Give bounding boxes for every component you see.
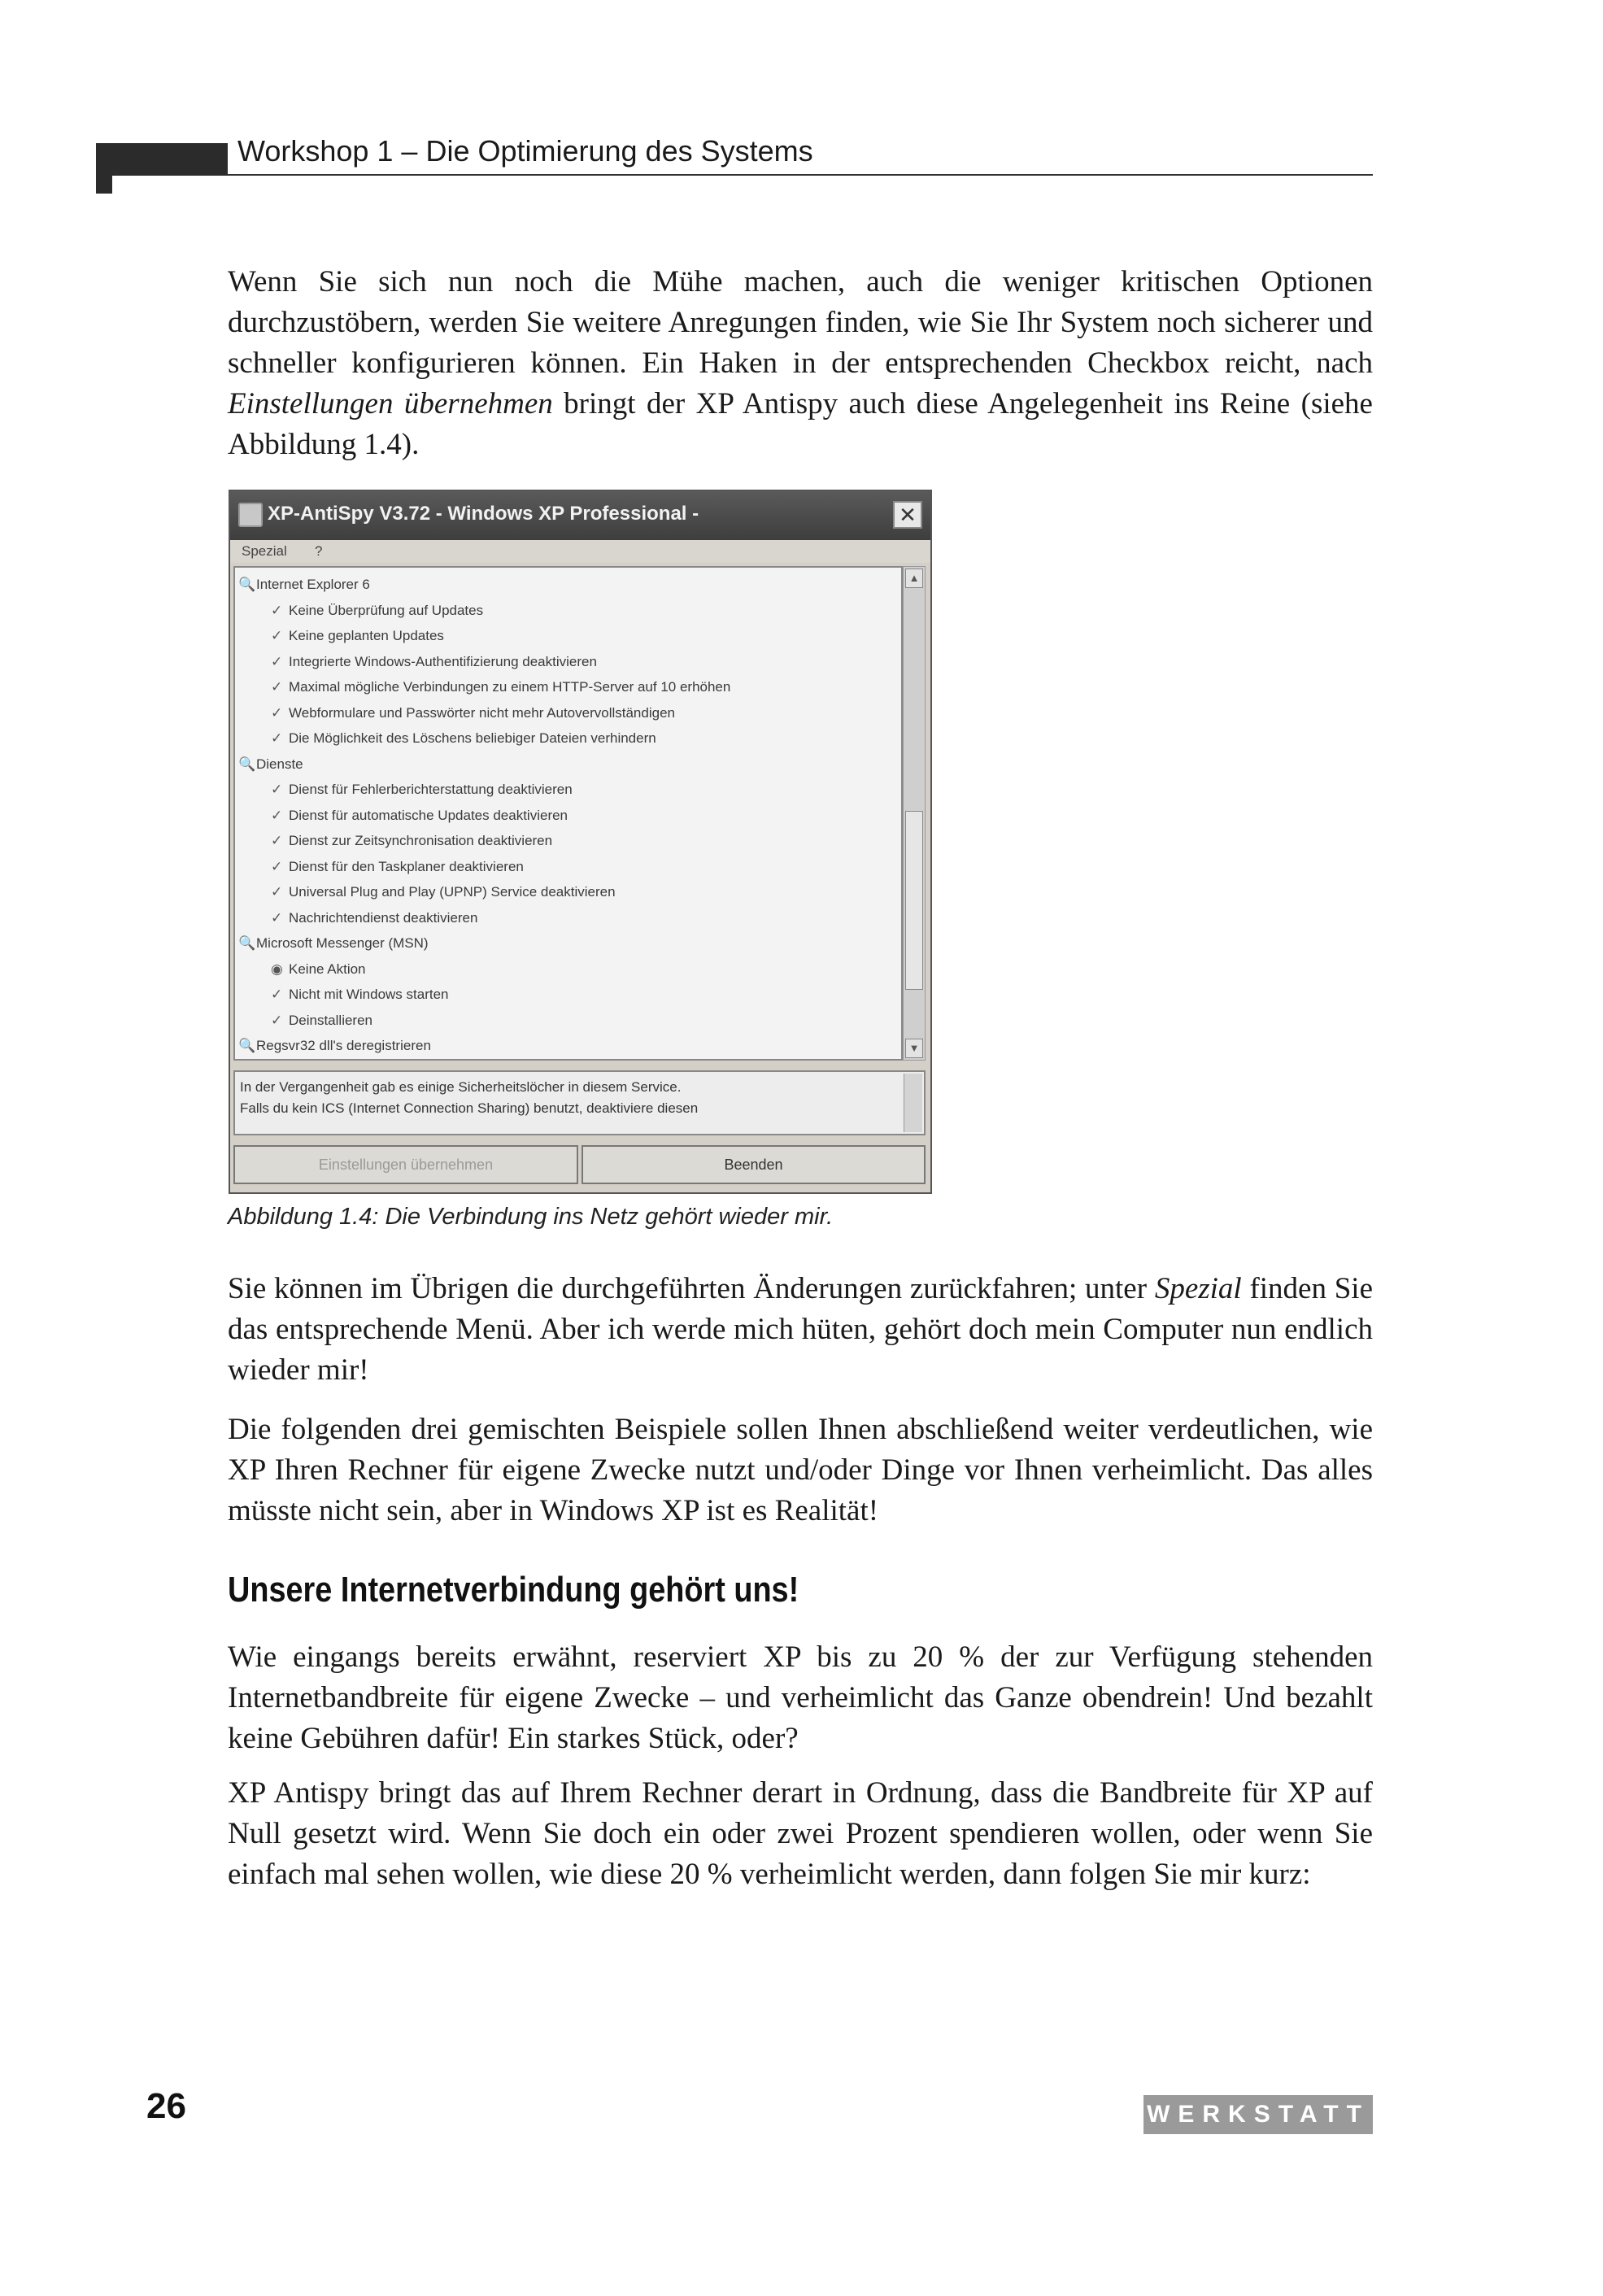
option-item[interactable] (271, 906, 477, 930)
checkmark-icon: ✓ (271, 730, 283, 746)
checkmark-icon: ✓ (271, 704, 283, 721)
option-group[interactable] (238, 1034, 431, 1058)
figure-caption: Abbildung 1.4: Die Verbindung ins Netz gehört wieder mir. (228, 1204, 834, 1230)
p2-text-a: Sie können im Übrigen die durchgeführten Änderungen zurückfahren; unter (228, 1272, 1155, 1305)
window-titlebar (230, 491, 930, 540)
section-heading: Unsere Internetverbindung gehört uns! (228, 1570, 799, 1610)
checkmark-icon: ✓ (271, 782, 283, 797)
option-label: Deinstallieren (289, 1012, 372, 1028)
option-label: Dienste (256, 756, 303, 772)
description-scrollbar[interactable] (904, 1074, 922, 1132)
option-item[interactable] (271, 599, 483, 623)
option-item[interactable] (271, 982, 449, 1007)
options-scrollbar[interactable] (903, 566, 926, 1061)
description-line-1: In der Vergangenheit gab es einige Sicherheitslöcher in diesem Service. (240, 1079, 682, 1095)
paragraph-3: Die folgenden drei gemischten Beispiele sollen Ihnen abschließend weiter verdeutlichen, wie XP Ihren Rechner für eigene Zwecke nutzt und/oder Dinge vor Ihnen verheimlicht. Das alles müsste nicht sein, aber in Windows XP ist es Realität! (228, 1413, 1373, 1527)
header-bar (96, 143, 228, 176)
search-icon: 🔍 (238, 935, 256, 951)
option-group[interactable] (238, 931, 429, 956)
p1-text-b: durchzustöbern, werden Sie weitere Anregungen finden, wie Sie Ihr System noch (228, 306, 1216, 339)
description-box (233, 1070, 926, 1135)
p1-text-e: bringt der XP Antispy auch diese (552, 387, 978, 420)
apply-settings-button[interactable]: Einstellungen übernehmen (233, 1145, 578, 1184)
checkmark-icon: ✓ (271, 909, 283, 926)
menubar (230, 540, 930, 563)
option-label: Microsoft Messenger (MSN) (256, 935, 429, 951)
p1-text-c: sicherer und schneller konfigurieren können. Ein Haken in der entsprechenden (228, 306, 1374, 380)
p1-text-a: Wenn Sie sich nun noch die Mühe machen, auch die weniger kritischen Optionen (228, 265, 1373, 298)
option-label: Nachrichtendienst deaktivieren (289, 909, 478, 926)
description-line-2: Falls du kein ICS (Internet Connection Sharing) benutzt, deaktiviere diesen (240, 1100, 699, 1116)
option-item[interactable] (271, 701, 675, 725)
scroll-down-icon[interactable]: ▼ (905, 1039, 923, 1058)
search-icon: 🔍 (238, 756, 256, 772)
checkmark-icon: ✓ (271, 602, 283, 618)
paragraph-4: Wie eingangs bereits erwähnt, reserviert XP bis zu 20 % der zur Verfügung stehenden Internetbandbreite für eigene Zwecke – und verheimlicht das Ganze obendrein! Und bezahlt keine Gebühren dafür! Ein starkes Stück, oder? (228, 1640, 1373, 1755)
option-item[interactable] (271, 675, 730, 699)
scroll-thumb[interactable] (905, 811, 923, 990)
option-label: Dienst für automatische Updates deaktivieren (289, 807, 568, 823)
running-header: Workshop 1 – Die Optimierung des Systems (237, 134, 813, 168)
checkmark-icon: ✓ (271, 807, 283, 823)
checkmark-icon: ✓ (271, 1012, 283, 1028)
option-label: Dienst zur Zeitsynchronisation deaktivieren (289, 833, 553, 848)
p1-text-d: Checkbox reicht, nach (1087, 346, 1374, 380)
option-label: Universal Plug and Play (UPNP) Service deaktivieren (289, 884, 616, 900)
option-item[interactable] (271, 829, 552, 853)
option-group[interactable] (238, 752, 303, 777)
checkmark-icon: ✓ (271, 858, 283, 874)
option-label: Internet Explorer 6 (256, 577, 370, 592)
option-item[interactable] (271, 726, 656, 751)
option-label: Maximal mögliche Verbindungen zu einem HTTP-Server auf 10 erhöhen (289, 679, 731, 695)
option-item[interactable] (271, 624, 444, 648)
option-item[interactable] (271, 1009, 372, 1033)
option-item[interactable] (271, 855, 524, 879)
p2-emph: Spezial (1154, 1272, 1242, 1305)
paragraph-5: XP Antispy bringt das auf Ihrem Rechner derart in Ordnung, dass die Bandbreite für XP auf Null gesetzt wird. Wenn Sie doch ein oder zwei Prozent spendieren wollen, oder wenn Sie einfach mal sehen wollen, wie diese 20 % verheimlicht werden, dann folgen Sie mir kurz: (228, 1776, 1373, 1891)
option-label: Keine geplanten Updates (289, 628, 444, 643)
xp-antispy-window (229, 490, 932, 1194)
paragraph-1 (228, 262, 1373, 465)
option-item[interactable] (271, 957, 366, 982)
option-item[interactable] (271, 778, 573, 802)
menu-spezial[interactable]: Spezial (242, 543, 287, 559)
checkmark-icon: ✓ (271, 833, 283, 848)
app-icon (238, 503, 263, 527)
option-label: Dienst für Fehlerberichterstattung deaktivieren (289, 782, 573, 797)
p2-text-b: finden Sie das entsprechende Menü. Aber ich werde mich hüten, gehört doch mein Computer nun endlich wieder mir! (228, 1272, 1374, 1387)
checkmark-icon: ✓ (271, 628, 283, 643)
page-number: 26 (146, 2086, 186, 2126)
checkmark-icon: ✓ (271, 884, 283, 900)
header-tick (96, 143, 112, 194)
search-icon: 🔍 (238, 1038, 256, 1053)
options-list (233, 566, 903, 1061)
quit-button[interactable]: Beenden (582, 1145, 926, 1184)
p1-emph: Einstellungen übernehmen (228, 387, 553, 420)
checkmark-icon: ✓ (271, 679, 283, 695)
option-label: Nicht mit Windows starten (289, 987, 449, 1002)
option-item[interactable] (271, 804, 568, 828)
option-label: Die Möglichkeit des Löschens beliebiger Dateien verhindern (289, 730, 656, 746)
option-item[interactable] (271, 880, 616, 904)
option-label: Integrierte Windows-Authentifizierung deaktivieren (289, 653, 597, 669)
paragraph-2 (228, 1269, 1373, 1391)
window-title: XP-AntiSpy V3.72 - Windows XP Professional - (268, 503, 699, 525)
option-item[interactable] (271, 650, 597, 674)
checkmark-icon: ✓ (271, 987, 283, 1002)
option-label: Keine Aktion (289, 961, 366, 977)
p1-text-f: Angelegenheit ins Reine (siehe Abbildung 1.4). (228, 387, 1373, 461)
header-rule (228, 174, 1373, 176)
radio-icon: ◉ (271, 961, 283, 977)
option-label: Webformulare und Passwörter nicht mehr Autovervollständigen (289, 704, 675, 721)
close-button[interactable]: ✕ (893, 501, 922, 529)
menu-help[interactable]: ? (315, 543, 323, 559)
checkmark-icon: ✓ (271, 653, 283, 669)
scroll-up-icon[interactable]: ▲ (905, 569, 923, 588)
option-label: Regsvr32 dll's deregistrieren (256, 1038, 431, 1053)
option-label: Dienst für den Taskplaner deaktivieren (289, 858, 524, 874)
series-label: WERKSTATT (1143, 2095, 1373, 2134)
search-icon: 🔍 (238, 577, 256, 592)
option-label: Keine Überprüfung auf Updates (289, 602, 484, 618)
option-group[interactable] (238, 573, 370, 597)
